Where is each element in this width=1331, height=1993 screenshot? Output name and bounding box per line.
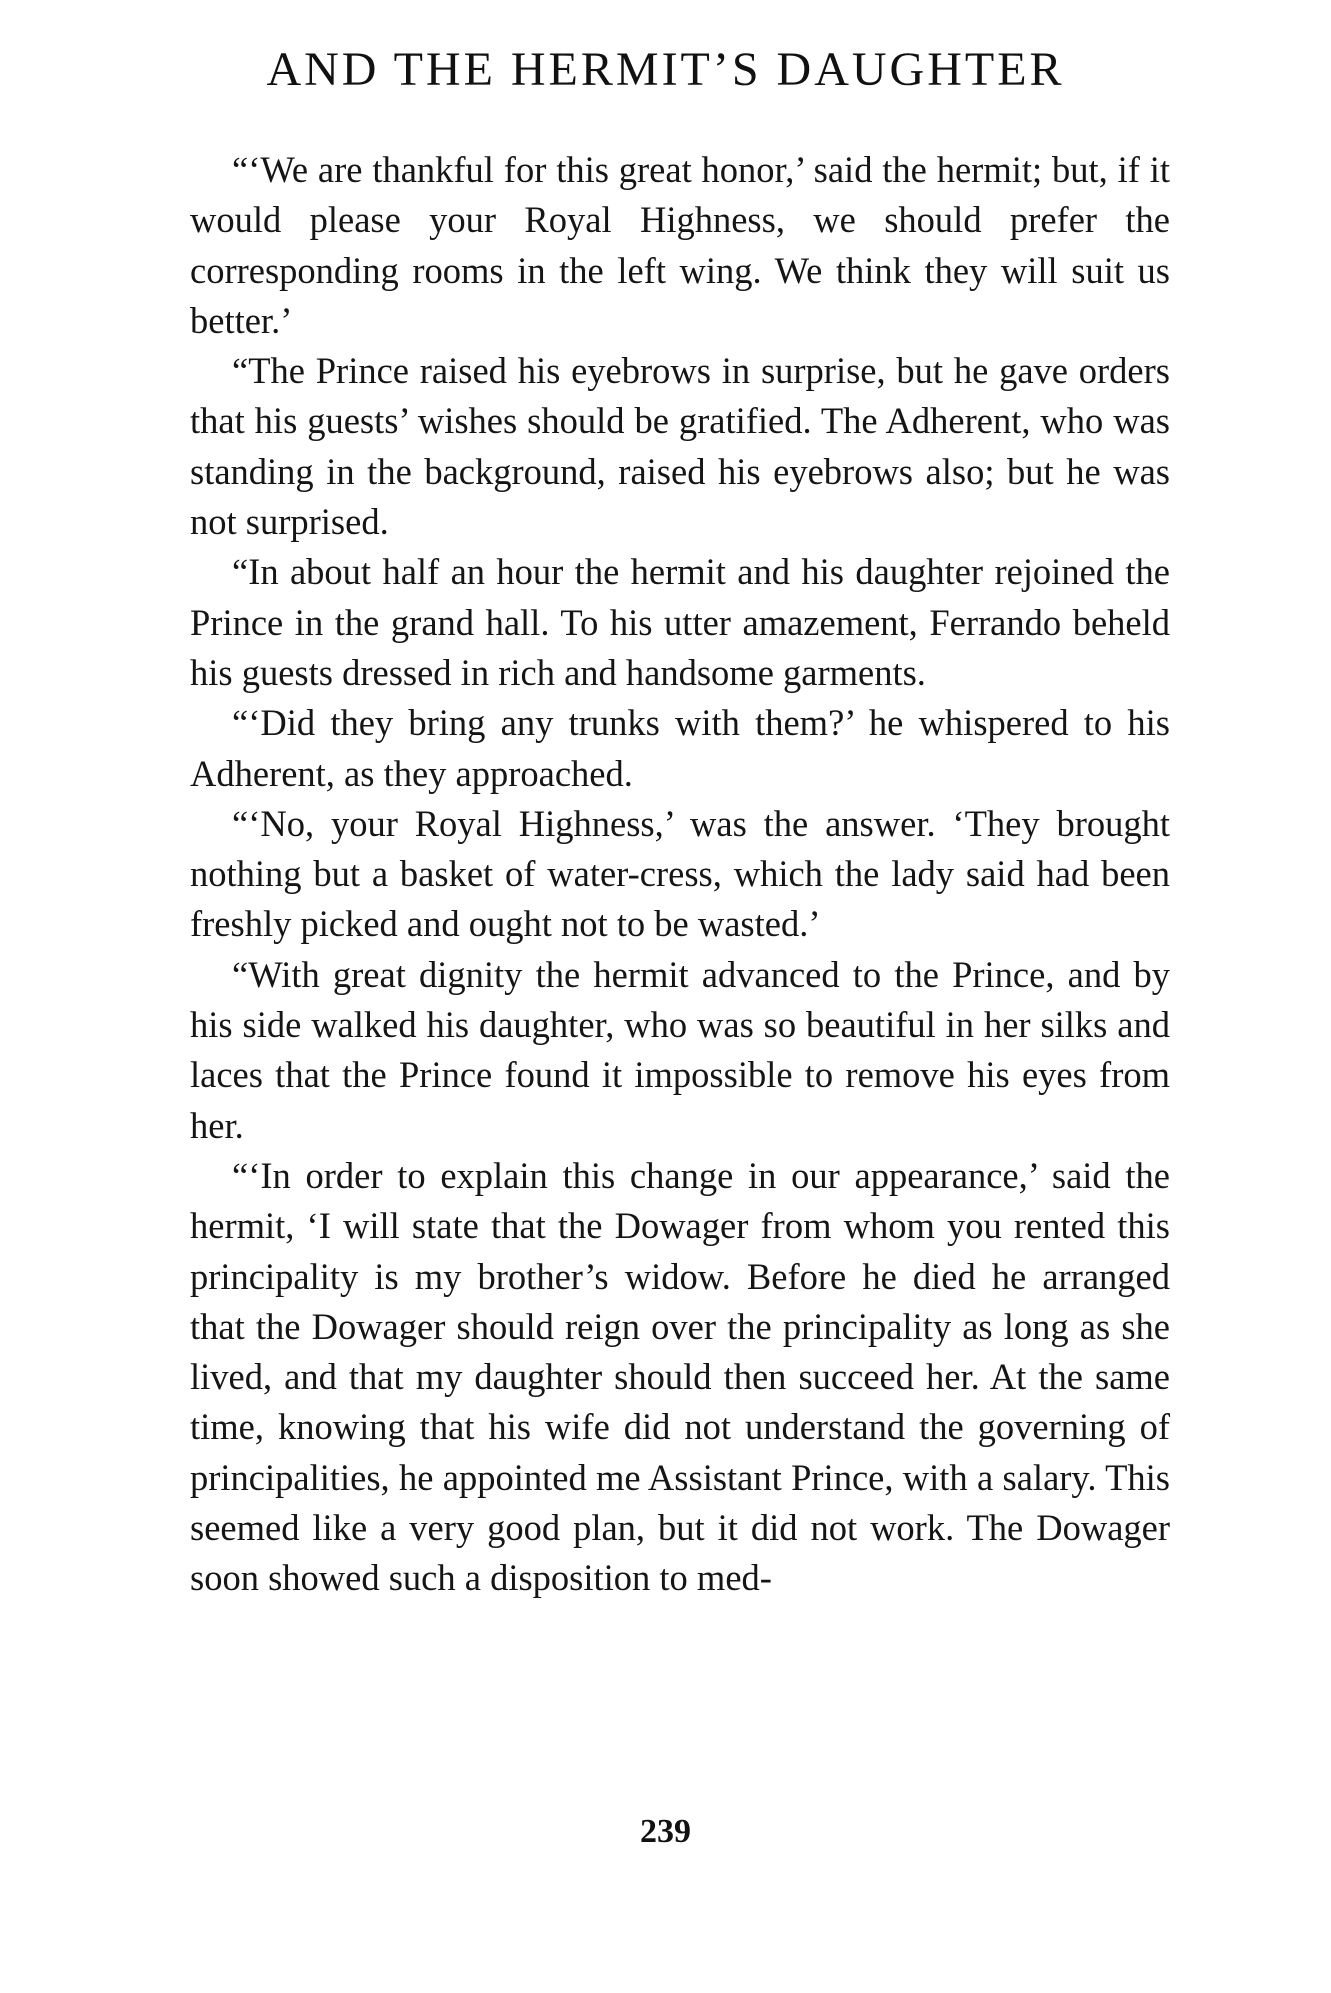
paragraph: “‘We are thankful for this great honor,’ said the hermit; but, if it would please your Royal Highness, we should prefer the corresponding rooms in the left wing. We think they will suit us better.’ bbox=[190, 149, 1170, 341]
paragraph: “In about half an hour the hermit and his daughter rejoined the Prince in the grand hall. To his utter amazement, Ferrando beheld his guests dressed in rich and handsome garments. bbox=[190, 551, 1170, 693]
page-number: 239 bbox=[640, 1813, 691, 1850]
paragraph: “‘Did they bring any trunks with them?’ he whispered to his Adherent, as they approached. bbox=[190, 702, 1170, 794]
running-head: AND THE HERMIT’S DAUGHTER bbox=[266, 43, 1065, 96]
body-text bbox=[190, 145, 1170, 1604]
paragraph: “‘In order to explain this change in our appearance,’ said the hermit, ‘I will state that the Dowager from whom you rented this principality is my brother’s widow. Before he died he arranged that the Dowager should reign over the principality as long as she lived, and that my daughter should then succeed her. At the same time, knowing that his wife did not understand the governing of principalities, he appointed me Assistant Prince, with a salary. This seemed like a very good plan, but it did not work. The Dowager soon showed such a disposition to med- bbox=[190, 1154, 1170, 1599]
paragraph: “‘No, your Royal Highness,’ was the answer. ‘They brought nothing but a basket of water-cress, which the lady said had been freshly picked and ought not to be wasted.’ bbox=[190, 802, 1170, 945]
paragraph: “With great dignity the hermit advanced to the Prince, and by his side walked his daughter, who was so beautiful in her silks and laces that the Prince found it impossible to remove his eyes from her. bbox=[190, 953, 1170, 1146]
paragraph: “The Prince raised his eyebrows in surprise, but he gave orders that his guests’ wishes should be gratified. The Adherent, who was standing in the background, raised his eyebrows also; but he was not surprised. bbox=[190, 350, 1170, 543]
